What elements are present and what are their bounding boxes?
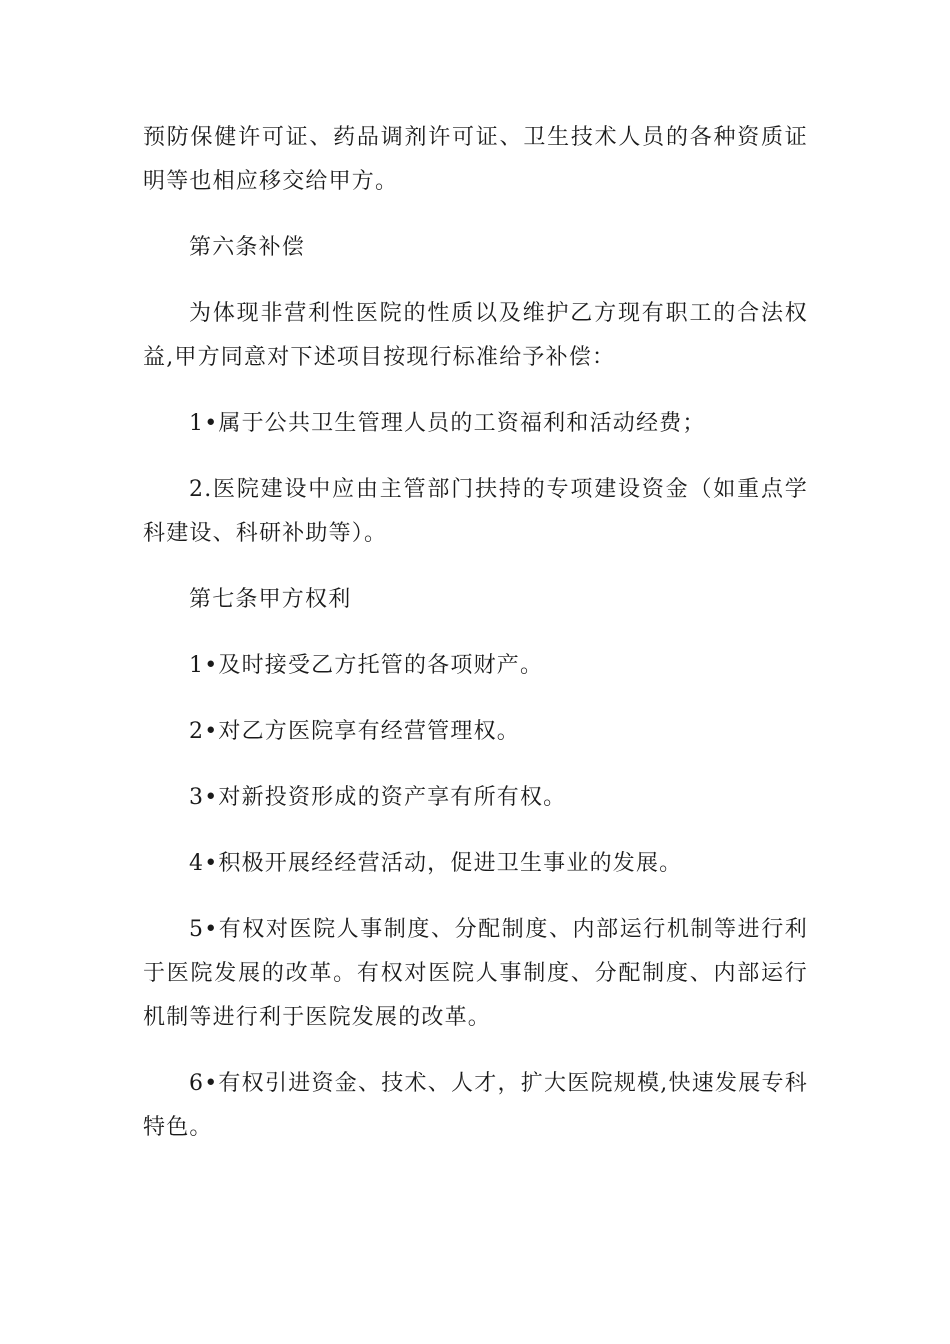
list-item-rights-2: 2•对乙方医院享有经营管理权。 — [189, 719, 520, 744]
section-heading-article-6: 第六条补偿 — [189, 235, 306, 260]
list-item-rights-4: 4•积极开展经经营活动，促进卫生事业的发展。 — [189, 851, 683, 876]
paragraph-compensation-intro: 为体现非营利性医院的性质以及维护乙方现有职工的合法权益,甲方同意对下述项目按现行标准给予补偿： — [143, 301, 808, 370]
paragraph-continuation: 预防保健许可证、药品调剂许可证、卫生技术人员的各种资质证明等也相应移交给甲方。 — [143, 125, 808, 194]
list-item-rights-1: 1•及时接受乙方托管的各项财产。 — [189, 653, 544, 678]
document-body — [143, 116, 808, 1172]
list-item-rights-5: 5•有权对医院人事制度、分配制度、内部运行机制等进行利于医院发展的改革。有权对医院人事制度、分配制度、内部运行机制等进行利于医院发展的改革。 — [143, 917, 808, 1030]
list-item-compensation-1: 1•属于公共卫生管理人员的工资福利和活动经费； — [189, 411, 706, 436]
list-item-rights-3: 3•对新投资形成的资产享有所有权。 — [189, 785, 567, 810]
section-heading-article-7: 第七条甲方权利 — [189, 587, 352, 612]
list-item-rights-6: 6•有权引进资金、技术、人才，扩大医院规模,快速发展专科特色。 — [143, 1071, 808, 1140]
list-item-compensation-2: 2.医院建设中应由主管部门扶持的专项建设资金（如重点学科建设、科研补助等）。 — [143, 477, 808, 546]
